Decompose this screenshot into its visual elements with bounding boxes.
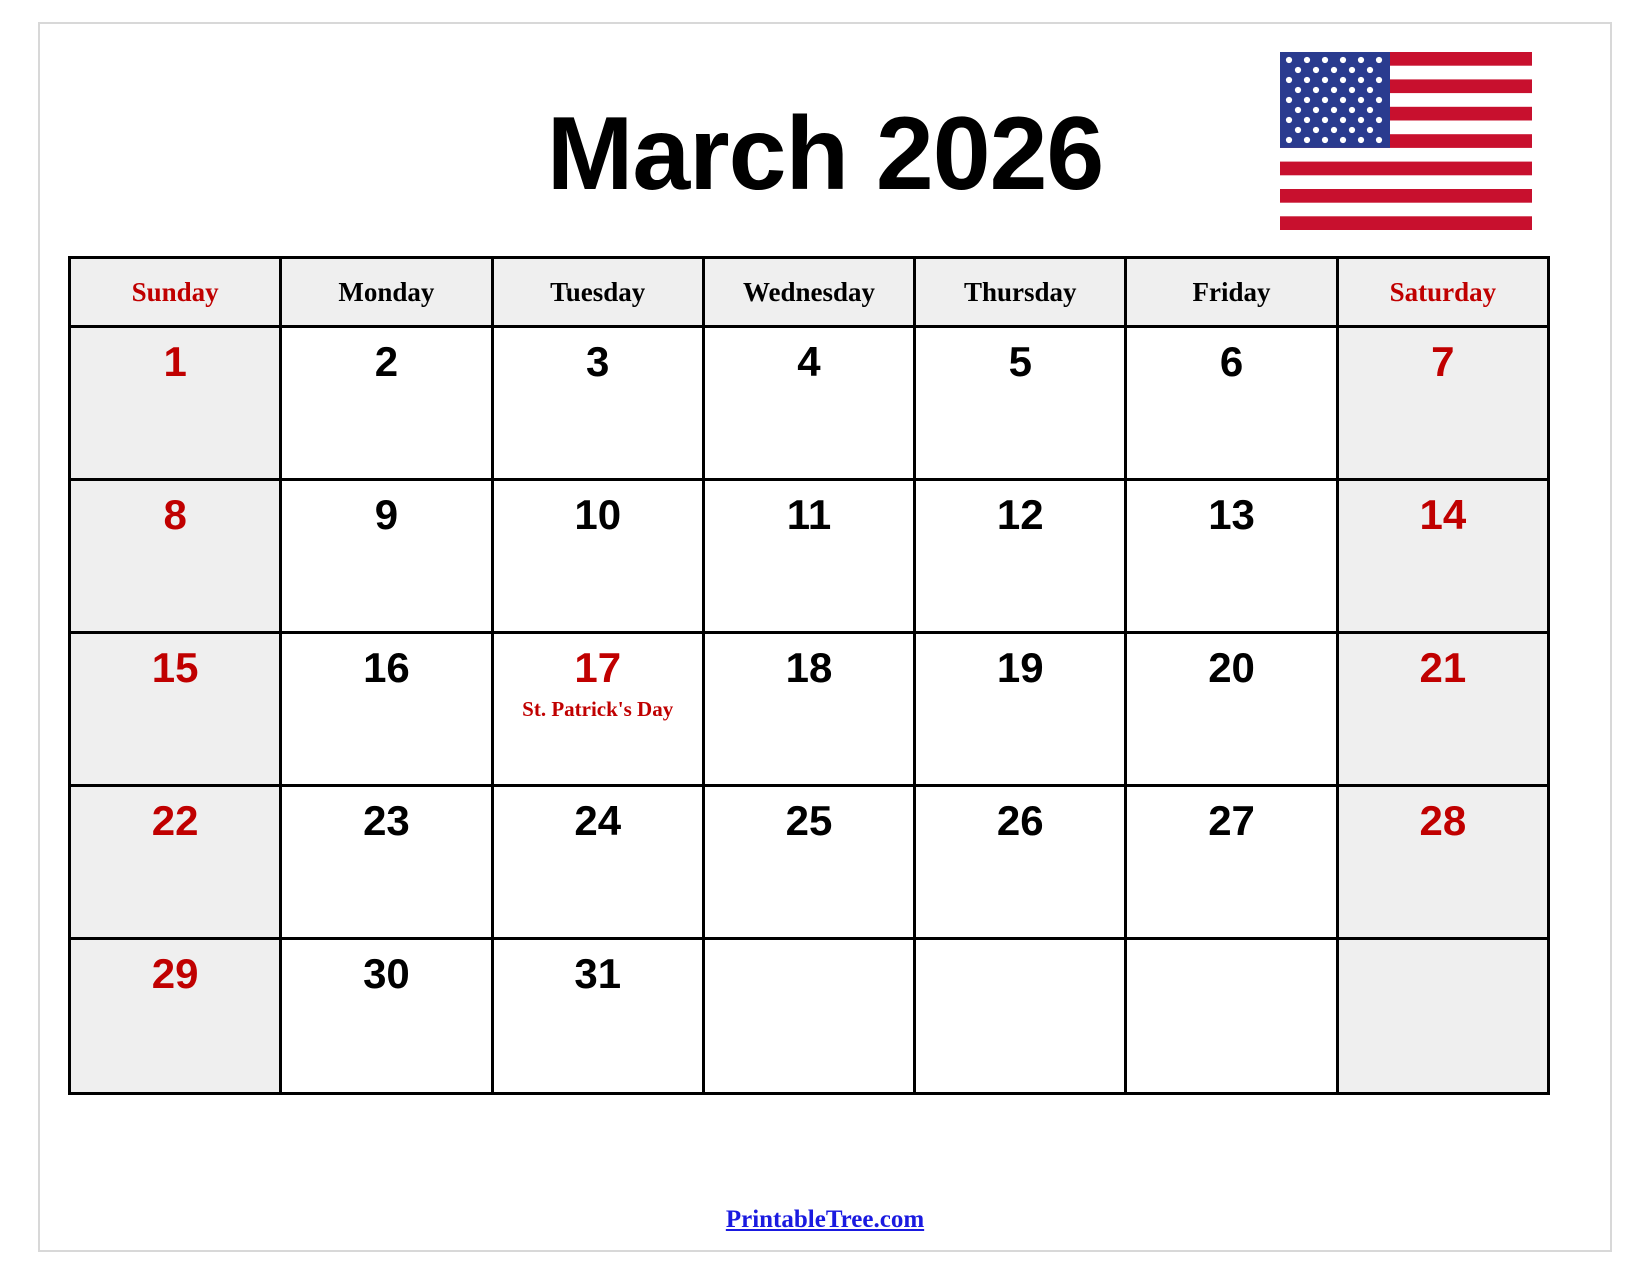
day-number	[1127, 940, 1335, 952]
day-number: 2	[374, 338, 399, 385]
day-cell[interactable]	[703, 327, 914, 480]
day-cell[interactable]	[1126, 786, 1337, 939]
day-cell[interactable]	[281, 480, 492, 633]
day-cell[interactable]	[70, 480, 281, 633]
day-cell[interactable]	[281, 786, 492, 939]
day-cell-st-patricks-day[interactable]	[492, 633, 703, 786]
calendar-week-row	[70, 633, 1549, 786]
day-number: 13	[1208, 491, 1255, 538]
weekday-header-row	[70, 258, 1549, 327]
day-cell-empty[interactable]	[703, 939, 914, 1094]
calendar-week-row	[70, 786, 1549, 939]
day-cell[interactable]	[1337, 480, 1548, 633]
day-number: 6	[1219, 338, 1244, 385]
day-number: 18	[785, 644, 833, 691]
day-cell[interactable]	[281, 633, 492, 786]
day-number: 24	[574, 797, 622, 844]
day-cell-empty[interactable]	[1126, 939, 1337, 1094]
weekday-header-friday: Friday	[1126, 258, 1337, 327]
day-number: 11	[786, 491, 832, 538]
weekday-header-sunday: Sunday	[70, 258, 281, 327]
day-cell-empty[interactable]	[1337, 939, 1548, 1094]
day-number: 30	[363, 950, 410, 997]
weekday-header-tuesday: Tuesday	[492, 258, 703, 327]
day-cell[interactable]	[915, 633, 1126, 786]
day-number: 16	[363, 644, 410, 691]
day-number: 27	[1208, 797, 1255, 844]
day-cell[interactable]	[492, 327, 703, 480]
calendar-sheet	[38, 22, 1612, 1252]
day-number: 21	[1419, 644, 1467, 691]
day-number	[1339, 940, 1547, 952]
day-cell[interactable]	[492, 786, 703, 939]
calendar-grid	[68, 256, 1550, 1095]
day-number: 14	[1419, 491, 1467, 538]
day-cell[interactable]	[703, 480, 914, 633]
day-number: 28	[1419, 797, 1467, 844]
page-title: March 2026	[546, 96, 1104, 212]
day-number: 20	[1208, 644, 1255, 691]
calendar-week-row	[70, 939, 1549, 1094]
day-cell[interactable]	[70, 939, 281, 1094]
day-number: 22	[151, 797, 199, 844]
day-number: 10	[574, 491, 622, 538]
day-cell[interactable]	[703, 786, 914, 939]
day-cell[interactable]	[70, 327, 281, 480]
day-cell[interactable]	[492, 480, 703, 633]
day-cell[interactable]	[1126, 633, 1337, 786]
day-number: 26	[996, 797, 1044, 844]
day-cell[interactable]	[281, 327, 492, 480]
day-cell[interactable]	[1337, 327, 1548, 480]
day-number: 8	[163, 491, 187, 538]
day-cell[interactable]	[915, 786, 1126, 939]
weekday-header-wednesday: Wednesday	[703, 258, 914, 327]
day-cell[interactable]	[70, 633, 281, 786]
day-cell[interactable]	[492, 939, 703, 1094]
day-number: 1	[163, 338, 187, 385]
weekday-header-thursday: Thursday	[915, 258, 1126, 327]
day-number: 7	[1431, 338, 1455, 385]
day-number: 9	[374, 491, 399, 538]
day-cell[interactable]	[915, 480, 1126, 633]
day-number: 29	[151, 950, 199, 997]
day-cell[interactable]	[1337, 633, 1548, 786]
day-number: 12	[996, 491, 1044, 538]
day-number	[916, 940, 1124, 952]
footer-link[interactable]: PrintableTree.com	[725, 1206, 925, 1233]
day-cell[interactable]	[1126, 327, 1337, 480]
day-number	[705, 940, 913, 952]
day-cell-empty[interactable]	[915, 939, 1126, 1094]
day-number: 31	[574, 950, 622, 997]
calendar-week-row	[70, 327, 1549, 480]
footer	[40, 1206, 1610, 1234]
calendar-header	[40, 24, 1610, 252]
day-cell[interactable]	[1126, 480, 1337, 633]
weekday-header-saturday: Saturday	[1337, 258, 1548, 327]
day-number: 3	[586, 338, 610, 385]
day-cell[interactable]	[1337, 786, 1548, 939]
day-cell[interactable]	[70, 786, 281, 939]
day-cell[interactable]	[915, 327, 1126, 480]
day-event: St. Patrick's Day	[522, 697, 674, 722]
day-number: 17	[574, 644, 622, 691]
calendar-week-row	[70, 480, 1549, 633]
day-number: 25	[785, 797, 833, 844]
day-cell[interactable]	[703, 633, 914, 786]
day-number: 23	[363, 797, 410, 844]
weekday-header-monday: Monday	[281, 258, 492, 327]
day-number: 15	[151, 644, 199, 691]
day-number: 4	[797, 338, 821, 385]
day-number: 5	[1008, 338, 1032, 385]
day-number: 19	[996, 644, 1044, 691]
us-flag-icon	[1280, 52, 1532, 230]
day-cell[interactable]	[281, 939, 492, 1094]
